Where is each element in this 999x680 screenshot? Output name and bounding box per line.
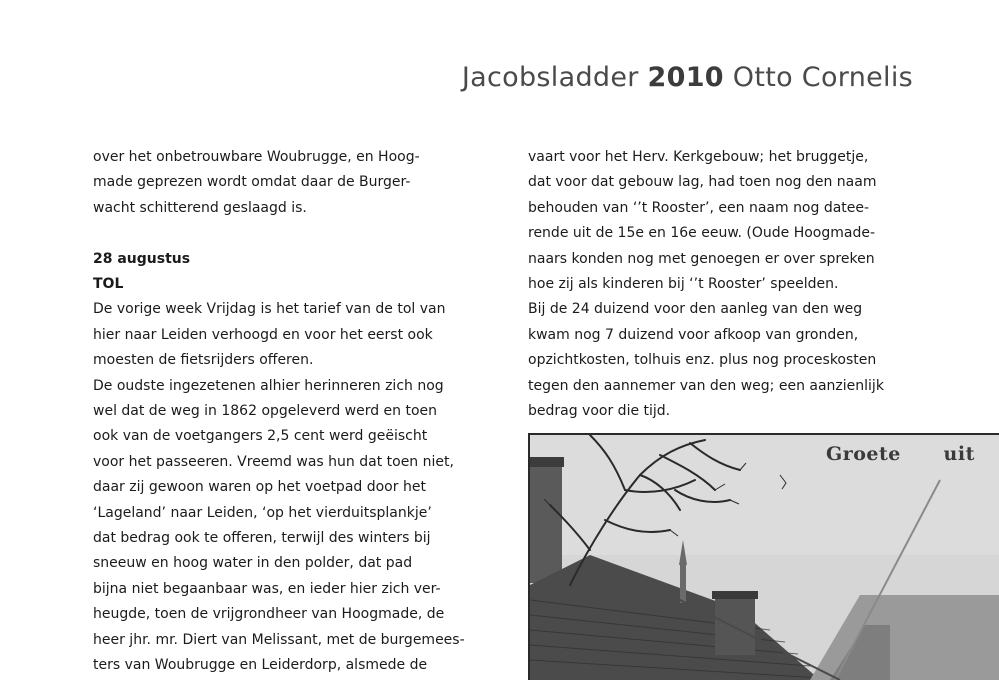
text-line: daar zij gewoon waren op het voetpad door het (93, 479, 426, 496)
text-line: hoe zij als kinderen bij ‘’t Rooster’ speelden. (528, 276, 839, 293)
text-line: over het onbetrouwbare Woubrugge, en Hoog- (93, 149, 420, 165)
header-year: 2010 (647, 62, 724, 93)
text-line: Bij de 24 duizend voor den aanleg van den weg (528, 301, 863, 318)
text-line: ook van de voetgangers 2,5 cent werd geëischt (93, 428, 428, 445)
text-line: sneeuw en hoog water in den polder, dat pad (93, 555, 413, 572)
page-header (462, 62, 913, 93)
text-line: De vorige week Vrijdag is het tarief van de tol van (93, 301, 446, 318)
text-line: tegen den aannemer van den weg; een aanzienlijk (528, 377, 884, 394)
text-line: opzichtkosten, tolhuis enz. plus nog proceskosten (528, 352, 877, 369)
paragraph-gap (93, 221, 493, 246)
text-line: wacht schitterend geslaagd is. (93, 199, 307, 216)
text-line: bedrag voor die tijd. (528, 403, 671, 420)
postcard-caption: Groete uit (826, 443, 975, 465)
text-line: dat voor dat gebouw lag, had toen nog den naam (528, 174, 877, 191)
postcard-illustration (530, 435, 999, 680)
text-line: De oudste ingezetenen alhier herinneren zich nog (93, 377, 444, 394)
text-line: hier naar Leiden verhoogd en voor het eerst ook (93, 326, 433, 343)
text-line: bijna niet begaanbaar was, en ieder hier zich ver- (93, 580, 441, 597)
text-line: made geprezen wordt omdat daar de Burger- (93, 174, 411, 191)
right-column (528, 145, 928, 424)
text-line: naars konden nog met genoegen er over spreken (528, 250, 875, 267)
header-author: Otto Cornelis (723, 62, 913, 93)
text-line: ‘Lageland’ naar Leiden, ‘op het vierduitsplankje’ (93, 504, 432, 521)
text-line: ters van Woubrugge en Leiderdorp, alsmede de (93, 657, 428, 674)
text-line: rende uit de 15e en 16e eeuw. (Oude Hoogmade- (528, 225, 876, 242)
text-line: moesten de fietsrijders offeren. (93, 352, 314, 369)
entry-date: 28 augustus (93, 250, 191, 267)
text-line: behouden van ‘’t Rooster’, een naam nog datee- (528, 199, 870, 216)
text-line: dat bedrag ook te offeren, terwijl des winters bij (93, 530, 431, 547)
text-line: voor het passeeren. Vreemd was hun dat toen niet, (93, 453, 454, 470)
left-column (93, 145, 493, 679)
text-line: heugde, toen de vrijgrondheer van Hoogmade, de (93, 606, 445, 623)
historic-postcard-photo (528, 433, 999, 680)
text-line: heer jhr. mr. Diert van Melissant, met de burgemees- (93, 631, 465, 648)
header-title: Jacobsladder (461, 62, 648, 93)
text-line: vaart voor het Herv. Kerkgebouw; het bruggetje, (528, 149, 869, 165)
entry-heading: TOL (93, 276, 124, 293)
text-line: kwam nog 7 duizend voor afkoop van gronden, (528, 326, 859, 343)
text-line: wel dat de weg in 1862 opgeleverd werd en toen (93, 403, 438, 420)
